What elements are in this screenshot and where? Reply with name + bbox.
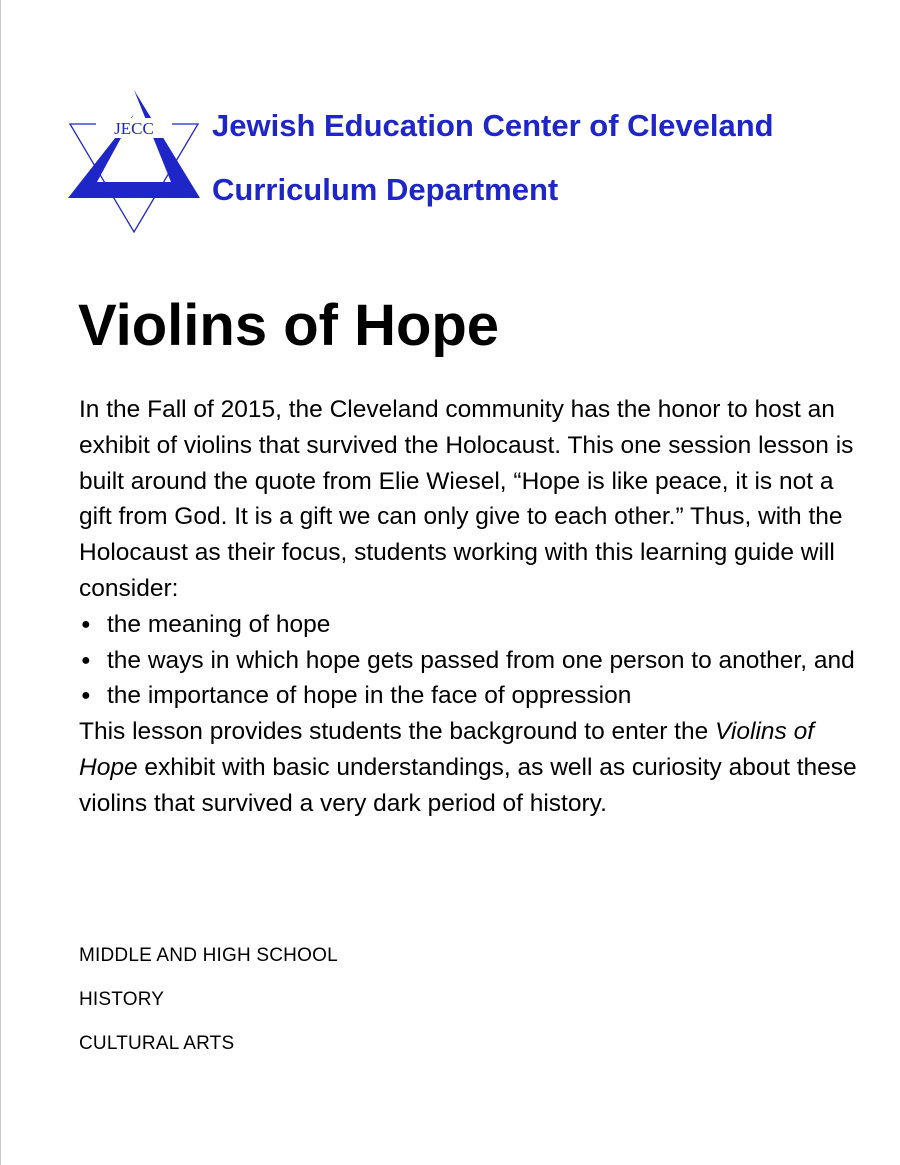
closing-text-end: exhibit with basic understandings, as well as curiosity about these violins that survived a very dark period of history.: [79, 753, 857, 817]
department-name: Curriculum Department: [212, 172, 559, 207]
list-item: [79, 643, 869, 679]
list-item: [79, 678, 869, 714]
page-edge: [0, 0, 1, 1165]
list-item-text: the importance of hope in the face of oppression: [107, 682, 632, 710]
bullet-icon: ●: [81, 687, 91, 705]
bullet-icon: ●: [81, 615, 91, 633]
logo-text: JECC: [114, 119, 154, 138]
bullet-icon: ●: [81, 651, 91, 669]
lesson-description: [79, 392, 869, 822]
page-title: Violins of Hope: [78, 293, 500, 358]
list-item-text: the meaning of hope: [107, 610, 331, 638]
list-item: [79, 607, 869, 643]
logo-upper-triangle-icon: [68, 90, 200, 198]
closing-paragraph: [79, 714, 869, 821]
list-item-text: the ways in which hope gets passed from one person to another, and: [107, 646, 855, 674]
subject-tag: CULTURAL ARTS: [79, 1033, 235, 1054]
intro-paragraph: In the Fall of 2015, the Cleveland community has the honor to host an exhibit of violins that survived the Holocaust. This one session lesson is built around the quote from Elie Wiesel, “Hope is like peace, it is not a gift from God. It is a gift we can only give to each other.” Thus, with the Holocaust as their focus, students working with this learning guide will consider:: [79, 396, 854, 602]
audience-tag: MIDDLE AND HIGH SCHOOL: [79, 945, 338, 966]
subject-tag: HISTORY: [79, 989, 165, 1010]
star-of-david-logo: [66, 88, 202, 234]
closing-text-start: This lesson provides students the background to enter the: [79, 718, 716, 746]
exhibit-name: Violins of Hope: [79, 718, 815, 781]
objectives-list: [79, 607, 869, 714]
org-name: Jewish Education Center of Cleveland: [212, 108, 774, 143]
